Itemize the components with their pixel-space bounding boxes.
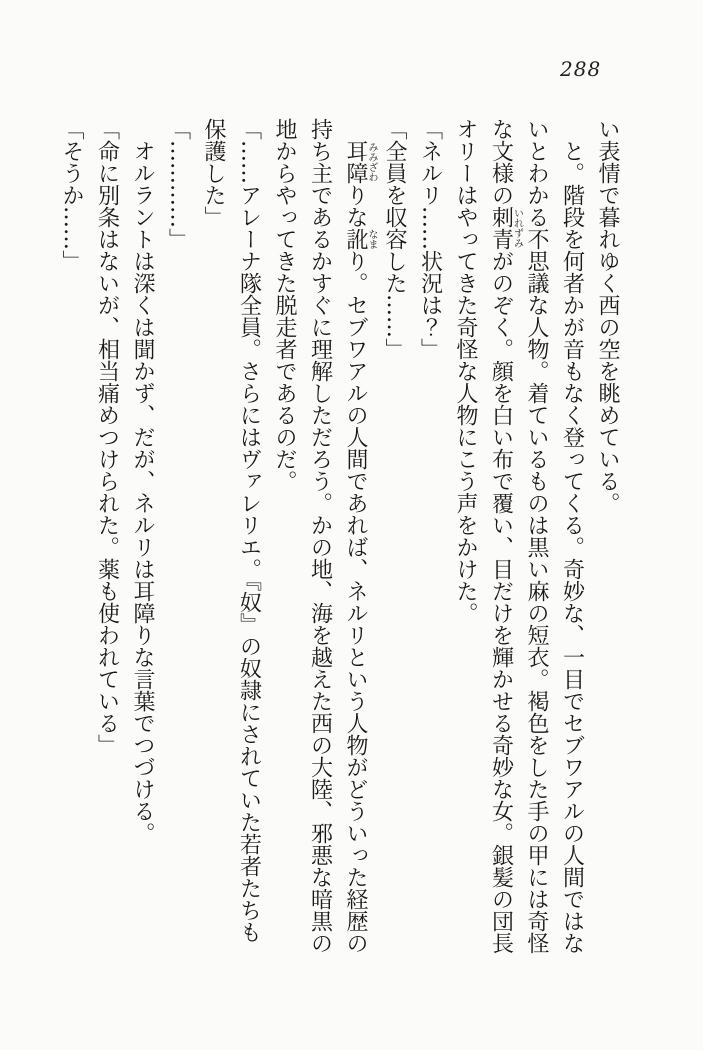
paragraph: 「そうか……」 (59, 118, 84, 272)
furigana: なま (366, 228, 377, 250)
page-number: 288 (560, 57, 602, 81)
paragraph: 耳障みみざわりな訛なまり。セブワアルの人間であれば、ネルリという人物がどういった経歴の持ち主であるかすぐに理解しただろう。かの地、海を越えた西の大陸、邪悪な暗黒の地からやってきた脱走者であるのだ。 (272, 118, 377, 954)
furigana: いれずみ (511, 206, 523, 250)
page-text (55, 118, 625, 963)
paragraph: 「……アレーナ隊全員。さらにはヴァレリエ。『奴』の奴隷にされていた若者たちも保護した」 (201, 118, 262, 943)
furigana: みみざわ (366, 140, 377, 184)
paragraph: い表情で暮れゆく西の空を眺めている。 (595, 118, 620, 514)
paragraph: 「…………」 (165, 118, 191, 250)
paragraph: 「全員を収容した……」 (382, 118, 407, 360)
paragraph: と。階段を何者かが音もなく登ってくる。奇妙な、一目でセブワアルの人間ではないとわかる不思議な人物。着ているものは黒い麻の短衣。褐色をした手の甲には奇怪な文様の刺青いれずみがのぞく。顔を白い布で覆い、目だけを輝かせる奇妙な女。銀髪の団長オリーはやってきた奇怪な人物にこう声をかけた。 (453, 118, 585, 954)
paragraph: 「ネルリ……状況は？」 (417, 118, 443, 360)
ruby-annotated-word: 訛なま (343, 228, 377, 250)
ruby-annotated-word: 刺青いれずみ (488, 206, 523, 250)
ruby-annotated-word: 耳障みみざわ (343, 140, 377, 184)
paragraph: 「命に別条はないが、相当痛めつけられた。薬も使われている」 (94, 118, 120, 756)
paragraph: オルラントは深くは聞かず、だが、ネルリは耳障りな言葉でつづける。 (130, 140, 155, 844)
